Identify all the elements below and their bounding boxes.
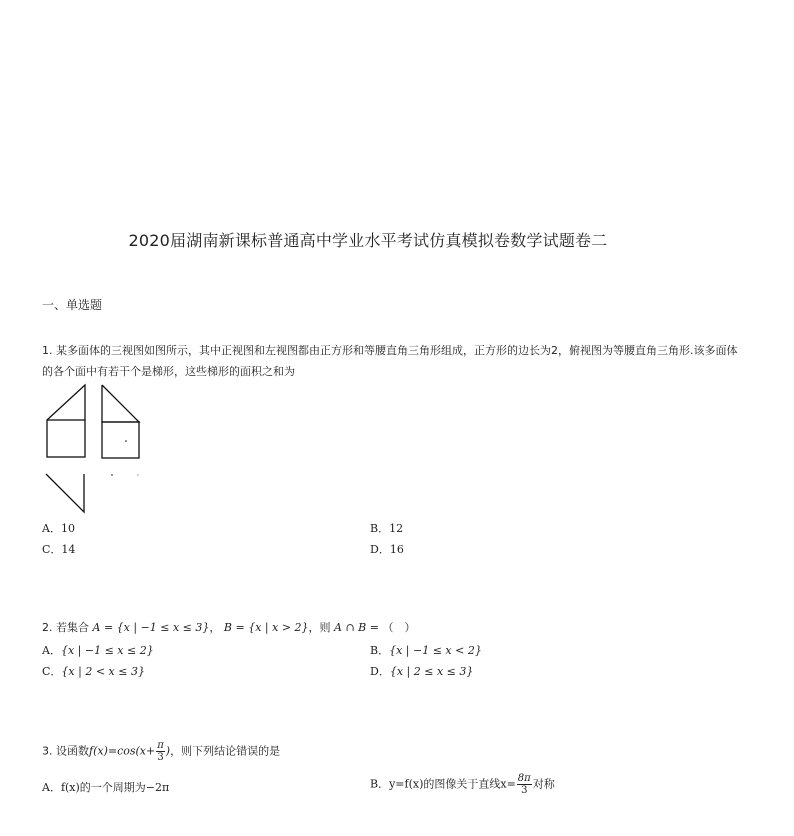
q3-suffix: ，则下列结论错误的是 xyxy=(170,744,281,758)
section-heading: 一、单选题 xyxy=(42,298,103,312)
q2-set-b: B = {x | x > 2} xyxy=(223,621,309,634)
q1-option-a: A．10 xyxy=(42,522,75,535)
q3-option-b-numerator: 8π xyxy=(517,773,531,784)
q2-prefix: 2. 若集合 xyxy=(42,621,89,634)
q2-option-b-label: B． xyxy=(370,644,390,657)
q2-expression: A ∩ B = xyxy=(334,621,379,634)
front-view-square xyxy=(47,420,85,457)
q2-set-a: A = {x | −1 ≤ x ≤ 3} xyxy=(92,621,210,634)
q2-option-b-math: {x | −1 ≤ x < 2} xyxy=(389,644,482,657)
q3-fraction xyxy=(156,740,165,763)
q2-option-c-label: C． xyxy=(42,665,62,678)
q2-option-d-math: {x | 2 ≤ x ≤ 3} xyxy=(389,665,474,678)
q2-option-a xyxy=(42,642,154,658)
q1-option-d: D．16 xyxy=(370,543,404,556)
q3-close: ) xyxy=(165,744,171,758)
side-view-triangle xyxy=(102,385,139,422)
question-2-text xyxy=(42,617,415,638)
q2-paren: （ ） xyxy=(382,621,416,634)
question-3-text xyxy=(42,740,280,763)
q3-option-b-prefix: B．y=f(x)的图像关于直线x= xyxy=(370,777,516,791)
q2-option-d xyxy=(370,663,473,679)
q3-fraction-denominator: 3 xyxy=(157,752,164,763)
q2-option-c xyxy=(42,663,145,679)
q3-fraction-numerator: π xyxy=(157,740,164,751)
q3-function: f(x)=cos(x+ xyxy=(89,744,156,758)
side-view-square xyxy=(102,422,139,458)
q2-option-a-math: {x | −1 ≤ x ≤ 2} xyxy=(60,644,154,657)
q2-sep: ， xyxy=(209,621,221,634)
q3-option-a: A．f(x)的一个周期为−2π xyxy=(42,781,170,794)
q1-option-c: C．14 xyxy=(42,543,76,556)
q3-option-b-fraction xyxy=(517,773,532,796)
q3-option-b-suffix: 对称 xyxy=(532,777,555,791)
front-view-triangle xyxy=(47,385,85,420)
document-title: 2020届湖南新课标普通高中学业水平考试仿真模拟卷数学试题卷二 xyxy=(128,231,608,250)
question-1-text-line1: 1. 某多面体的三视图如图所示，其中正视图和左视图都由正方形和等腰直角三角形组成，正方形的边长为2，俯视图为等腰直角三角形.该多面体 xyxy=(42,344,738,357)
q2-option-a-label: A． xyxy=(42,644,61,657)
q3-prefix: 3. 设函数 xyxy=(42,744,89,758)
q2-mid: ，则 xyxy=(308,621,331,634)
question-1-text-line2: 的各个面中有若干个是梯形，这些梯形的面积之和为 xyxy=(42,365,295,378)
q2-option-b xyxy=(370,642,482,658)
q3-option-b xyxy=(370,773,555,796)
q2-option-d-label: D． xyxy=(370,665,390,678)
q1-option-b: B．12 xyxy=(370,522,404,535)
top-view-triangle xyxy=(46,474,84,512)
q2-option-c-math: {x | 2 < x ≤ 3} xyxy=(61,665,145,678)
q3-option-b-denominator: 3 xyxy=(521,785,528,796)
three-view-figure xyxy=(40,380,150,516)
